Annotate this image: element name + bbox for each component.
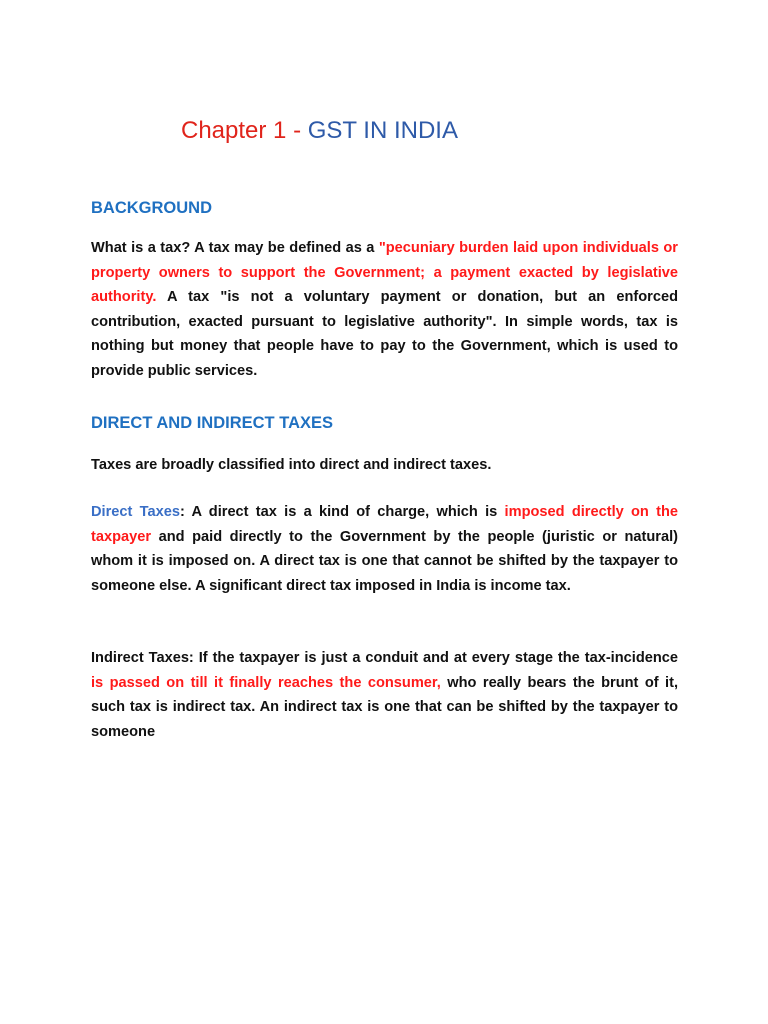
direct-indirect-heading: DIRECT AND INDIRECT TAXES bbox=[91, 414, 334, 432]
indirect-taxes-emphasis: is passed on till it finally reaches the consumer, bbox=[91, 674, 441, 691]
direct-taxes-colon: : A direct tax is a kind of charge, which is bbox=[179, 504, 505, 520]
background-heading: BACKGROUND bbox=[91, 199, 212, 217]
direct-taxes-emphasis: imposed directly on the taxpayer bbox=[91, 504, 678, 545]
direct-taxes-paragraph bbox=[91, 500, 678, 598]
tax-definition-quote: "pecuniary burden laid upon individuals or property owners to support the Government; a payment exacted by legislative authority. bbox=[91, 240, 678, 305]
chapter-title bbox=[181, 114, 458, 148]
chapter-subject: GST IN INDIA bbox=[307, 117, 458, 144]
indirect-taxes-text-start: If the taxpayer is just a conduit and at every stage the tax-incidence bbox=[193, 650, 678, 666]
direct-taxes-rest: and paid directly to the Government by the people (juristic or natural) whom it is imposed on. A direct tax is one that cannot be shifted by the taxpayer to someone else. A significant direct tax imposed in India is income tax. bbox=[91, 528, 678, 594]
background-paragraph bbox=[91, 236, 678, 383]
chapter-prefix: Chapter 1 - bbox=[181, 117, 308, 144]
indirect-taxes-text-rest: who really bears the brunt of it, such tax is indirect tax. An indirect tax is one that can be shifted by the taxpayer to someone bbox=[91, 674, 679, 740]
direct-taxes-label: Direct Taxes bbox=[91, 504, 180, 520]
background-text-start: What is a tax? A tax may be defined as a bbox=[91, 240, 379, 256]
indirect-taxes-label: Indirect Taxes: bbox=[91, 650, 194, 666]
classification-intro: Taxes are broadly classified into direct and indirect taxes. bbox=[91, 457, 492, 473]
indirect-taxes-paragraph bbox=[91, 646, 678, 744]
background-text-rest: A tax "is not a voluntary payment or donation, but an enforced contribution, exacted pursuant to legislative authority". In simple words, tax is nothing but money that people have to pay to the Government, which is used to provide public services. bbox=[91, 289, 678, 379]
